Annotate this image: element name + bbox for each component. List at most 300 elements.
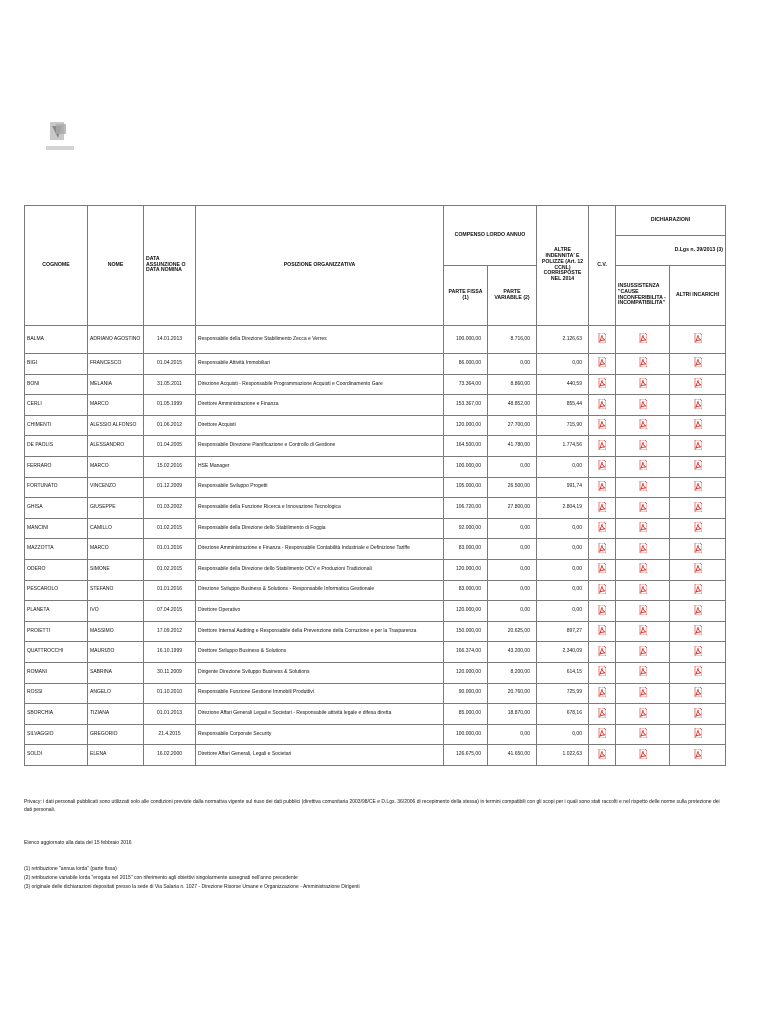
altri-incarichi-pdf-link[interactable] [670,642,726,663]
footnote-1: (1) retribuzione "annua lorda" (parte fissa) [24,866,117,872]
pdf-file-icon[interactable] [639,357,647,367]
cell-data: 01.12.2009 [144,477,196,498]
header-parte-fissa: PARTE FISSA (1) [444,266,488,326]
insussistenza-pdf-link[interactable] [616,704,670,725]
cell-altre: 991,74 [537,477,589,498]
table-row [25,354,726,375]
table-row [25,456,726,477]
cell-posizione: Responsabile Corporate Security [196,724,444,745]
cell-cognome: MAZZOTTA [25,539,88,560]
cell-nome: ALESSANDRO [88,436,144,457]
cell-nome: ADRIANO AGOSTINO [88,326,144,354]
cell-parte-fissa: 126.675,00 [444,745,488,766]
cell-data: 01.10.2010 [144,683,196,704]
cv-pdf-link[interactable] [589,580,616,601]
cell-parte-fissa: 100.000,00 [444,456,488,477]
cell-parte-fissa: 120.000,00 [444,662,488,683]
cell-posizione: Direzione Acquisti - Responsabile Programmazione Acquisti e Coordinamento Gare [196,374,444,395]
pdf-file-icon[interactable] [598,502,606,512]
cell-altre: 0,00 [537,601,589,622]
pdf-file-icon[interactable] [694,440,702,450]
pdf-file-icon[interactable] [598,543,606,553]
cell-parte-fissa: 83.000,00 [444,539,488,560]
pdf-file-icon[interactable] [639,543,647,553]
cell-parte-fissa: 106.720,00 [444,498,488,519]
altri-incarichi-pdf-link[interactable] [670,374,726,395]
pdf-file-icon[interactable] [598,563,606,573]
cv-pdf-link[interactable] [589,683,616,704]
cell-parte-fissa: 100.000,00 [444,326,488,354]
cell-nome: CAMILLO [88,518,144,539]
cell-parte-variabile: 0,00 [488,580,537,601]
cell-posizione: Direttore Sviluppo Business & Solutions [196,642,444,663]
pdf-file-icon[interactable] [694,543,702,553]
altri-incarichi-pdf-link[interactable] [670,456,726,477]
insussistenza-pdf-link[interactable] [616,456,670,477]
cell-altre: 1.774,56 [537,436,589,457]
cell-altre: 0,00 [537,580,589,601]
table-row [25,395,726,416]
pdf-file-icon[interactable] [639,333,647,343]
cell-altre: 0,00 [537,354,589,375]
pdf-file-icon[interactable] [694,728,702,738]
pdf-file-icon[interactable] [639,378,647,388]
insussistenza-pdf-link[interactable] [616,724,670,745]
pdf-file-icon[interactable] [598,708,606,718]
cell-nome: TIZIANA [88,704,144,725]
altri-incarichi-pdf-link[interactable] [670,704,726,725]
insussistenza-pdf-link[interactable] [616,498,670,519]
pdf-file-icon[interactable] [639,749,647,759]
cv-pdf-link[interactable] [589,436,616,457]
insussistenza-pdf-link[interactable] [616,326,670,354]
pdf-file-icon[interactable] [694,605,702,615]
pdf-file-icon[interactable] [639,419,647,429]
pdf-file-icon[interactable] [639,625,647,635]
cell-parte-fissa: 92.000,00 [444,518,488,539]
pdf-file-icon[interactable] [598,357,606,367]
insussistenza-pdf-link[interactable] [616,559,670,580]
header-posizione: POSIZIONE ORGANIZZATIVA [196,206,444,326]
cell-nome: GIUSEPPE [88,498,144,519]
cell-posizione: Responsabile Sviluppo Progetti [196,477,444,498]
pdf-file-icon[interactable] [694,419,702,429]
pdf-file-icon[interactable] [694,708,702,718]
cv-pdf-link[interactable] [589,326,616,354]
cell-cognome: SILVAGGIO [25,724,88,745]
altri-incarichi-pdf-link[interactable] [670,683,726,704]
pdf-file-icon[interactable] [598,481,606,491]
pdf-file-icon[interactable] [598,399,606,409]
pdf-file-icon[interactable] [598,584,606,594]
header-altri-incarichi: ALTRI INCARICHI [670,266,726,326]
cell-posizione: Responsabile della Direzione dello Stabilimento OCV e Produzioni Tradizionali [196,559,444,580]
cell-altre: 0,00 [537,518,589,539]
pdf-file-icon[interactable] [598,666,606,676]
pdf-file-icon[interactable] [694,584,702,594]
pdf-file-icon[interactable] [639,584,647,594]
pdf-file-icon[interactable] [694,563,702,573]
cv-pdf-link[interactable] [589,539,616,560]
cell-altre: 1.022,63 [537,745,589,766]
table-row [25,539,726,560]
pdf-file-icon[interactable] [598,646,606,656]
cell-nome: MARCO [88,395,144,416]
altri-incarichi-pdf-link[interactable] [670,395,726,416]
ipzs-logo [46,120,74,160]
cell-posizione: Responsabile Attività Immobiliari [196,354,444,375]
table-row [25,745,726,766]
cell-posizione: Direzione Amministrazione e Finanza - Responsabile Contabilità Industriale e Definizione Tariffe [196,539,444,560]
altri-incarichi-pdf-link[interactable] [670,601,726,622]
header-compenso: COMPENSO LORDO ANNUO [444,206,537,266]
pdf-file-icon[interactable] [694,378,702,388]
pdf-file-icon[interactable] [598,625,606,635]
insussistenza-pdf-link[interactable] [616,354,670,375]
cell-nome: GREGORIO [88,724,144,745]
cell-data: 30.11.2009 [144,662,196,683]
cell-posizione: Direttore Amministrazione e Finanza [196,395,444,416]
cell-posizione: Direttore Operativo [196,601,444,622]
pdf-file-icon[interactable] [694,333,702,343]
cell-posizione: HSE Manager [196,456,444,477]
altri-incarichi-pdf-link[interactable] [670,326,726,354]
pdf-file-icon[interactable] [694,687,702,697]
pdf-file-icon[interactable] [598,605,606,615]
altri-incarichi-pdf-link[interactable] [670,580,726,601]
pdf-file-icon[interactable] [694,481,702,491]
pdf-file-icon[interactable] [598,333,606,343]
cell-posizione: Direzione Affari Generali Legali e Societari - Responsabile attività legale e difesa diretta [196,704,444,725]
cell-parte-fissa: 105.000,00 [444,477,488,498]
cell-data: 16.10.1999 [144,642,196,663]
pdf-file-icon[interactable] [694,646,702,656]
pdf-file-icon[interactable] [694,502,702,512]
insussistenza-pdf-link[interactable] [616,374,670,395]
pdf-file-icon[interactable] [639,399,647,409]
cell-nome: IVO [88,601,144,622]
cell-data: 01.05.1999 [144,395,196,416]
cell-nome: MARCO [88,539,144,560]
altri-incarichi-pdf-link[interactable] [670,559,726,580]
header-dichiarazioni: DICHIARAZIONI [616,206,726,236]
insussistenza-pdf-link[interactable] [616,477,670,498]
cell-nome: SABRINA [88,662,144,683]
cell-nome: ELENA [88,745,144,766]
pdf-file-icon[interactable] [694,625,702,635]
cell-altre: 715,90 [537,415,589,436]
cell-data: 01.02.2015 [144,559,196,580]
cell-altre: 614,15 [537,662,589,683]
cell-data: 01.03.2002 [144,498,196,519]
cell-parte-fissa: 73.364,00 [444,374,488,395]
table-row [25,601,726,622]
altri-incarichi-pdf-link[interactable] [670,662,726,683]
cell-altre: 0,00 [537,724,589,745]
cell-parte-variabile: 0,00 [488,601,537,622]
table-row [25,498,726,519]
cell-cognome: SOLDI [25,745,88,766]
pdf-file-icon[interactable] [639,728,647,738]
cell-nome: ALESSIO ALFONSO [88,415,144,436]
cell-parte-variabile: 27.800,00 [488,498,537,519]
cv-pdf-link[interactable] [589,704,616,725]
insussistenza-pdf-link[interactable] [616,601,670,622]
altri-incarichi-pdf-link[interactable] [670,498,726,519]
cell-cognome: QUATTROCCHI [25,642,88,663]
pdf-file-icon[interactable] [639,460,647,470]
header-data: DATA ASSUNZIONE O DATA NOMINA [144,206,196,326]
cell-parte-variabile: 8.860,00 [488,374,537,395]
cell-parte-variabile: 0,00 [488,559,537,580]
cell-nome: MARCO [88,456,144,477]
table-row [25,642,726,663]
header-dlgs: D.Lgs n. 39/2013 (3) [616,236,726,266]
insussistenza-pdf-link[interactable] [616,415,670,436]
cell-parte-variabile: 41.780,00 [488,436,537,457]
cell-parte-variabile: 8.716,00 [488,326,537,354]
table-row [25,374,726,395]
cell-data: 01.06.2012 [144,415,196,436]
pdf-file-icon[interactable] [639,605,647,615]
cell-altre: 725,99 [537,683,589,704]
footnote-2: (2) retribuzione variabile lorda "erogata nel 2015" con riferimento agli obiettivi singolarmente assegnati nell'anno precedente [24,875,298,881]
insussistenza-pdf-link[interactable] [616,395,670,416]
pdf-file-icon[interactable] [598,522,606,532]
insussistenza-pdf-link[interactable] [616,580,670,601]
pdf-file-icon[interactable] [598,687,606,697]
cell-parte-fissa: 153.367,00 [444,395,488,416]
cell-nome: MAURIZIO [88,642,144,663]
cv-pdf-link[interactable] [589,621,616,642]
pdf-file-icon[interactable] [598,728,606,738]
cell-posizione: Direttore Affari Generali, Legali e Societari [196,745,444,766]
pdf-file-icon[interactable] [639,666,647,676]
insussistenza-pdf-link[interactable] [616,518,670,539]
cell-posizione: Responsabile della Funzione Ricerca e Innovazione Tecnologica [196,498,444,519]
cell-cognome: ROMANI [25,662,88,683]
cv-pdf-link[interactable] [589,395,616,416]
cell-cognome: BIGI [25,354,88,375]
cell-parte-fissa: 86.000,00 [444,354,488,375]
altri-incarichi-pdf-link[interactable] [670,477,726,498]
cell-cognome: PLANETA [25,601,88,622]
cell-parte-variabile: 41.650,00 [488,745,537,766]
cell-altre: 0,00 [537,559,589,580]
pdf-file-icon[interactable] [694,460,702,470]
cell-cognome: SBORCHIA [25,704,88,725]
table-row [25,580,726,601]
cv-pdf-link[interactable] [589,601,616,622]
cell-nome: VINCENZO [88,477,144,498]
pdf-file-icon[interactable] [639,481,647,491]
pdf-file-icon[interactable] [598,419,606,429]
pdf-file-icon[interactable] [639,708,647,718]
cv-pdf-link[interactable] [589,415,616,436]
cell-nome: FRANCESCO [88,354,144,375]
altri-incarichi-pdf-link[interactable] [670,354,726,375]
pdf-file-icon[interactable] [598,749,606,759]
cv-pdf-link[interactable] [589,374,616,395]
cell-data: 01.01.2016 [144,539,196,560]
insussistenza-pdf-link[interactable] [616,683,670,704]
insussistenza-pdf-link[interactable] [616,662,670,683]
table-row [25,621,726,642]
cell-nome: STEFANO [88,580,144,601]
cv-pdf-link[interactable] [589,354,616,375]
pdf-file-icon[interactable] [639,502,647,512]
cell-cognome: PROIETTI [25,621,88,642]
cell-altre: 0,00 [537,539,589,560]
pdf-file-icon[interactable] [639,563,647,573]
cell-data: 17.09.2012 [144,621,196,642]
cell-posizione: Responsabile Funzione Gestione Immobili Produttivi [196,683,444,704]
cv-pdf-link[interactable] [589,456,616,477]
cell-data: 01.04.2005 [144,436,196,457]
table-row [25,518,726,539]
cell-parte-variabile: 20.760,00 [488,683,537,704]
updated-note: Elenco aggiornato alla data del 15 febbraio 2016 [24,840,132,846]
cell-data: 01.01.2016 [144,580,196,601]
cell-altre: 678,16 [537,704,589,725]
cell-parte-variabile: 0,00 [488,518,537,539]
altri-incarichi-pdf-link[interactable] [670,518,726,539]
pdf-file-icon[interactable] [639,522,647,532]
cell-cognome: CERLI [25,395,88,416]
table-row [25,662,726,683]
table-row [25,326,726,354]
cell-data: 01.02.2015 [144,518,196,539]
cell-parte-variabile: 43.200,00 [488,642,537,663]
cell-altre: 2.126,63 [537,326,589,354]
altri-incarichi-pdf-link[interactable] [670,436,726,457]
pdf-file-icon[interactable] [694,522,702,532]
cell-parte-variabile: 18.870,00 [488,704,537,725]
header-parte-variabile: PARTE VARIABILE (2) [488,266,537,326]
cell-data: 01.01.2013 [144,704,196,725]
table-row [25,436,726,457]
table-row [25,704,726,725]
altri-incarichi-pdf-link[interactable] [670,621,726,642]
pdf-file-icon[interactable] [694,399,702,409]
cell-data: 07.04.2015 [144,601,196,622]
cell-parte-fissa: 120.000,00 [444,415,488,436]
altri-incarichi-pdf-link[interactable] [670,724,726,745]
cell-data: 15.02.2016 [144,456,196,477]
pdf-file-icon[interactable] [598,440,606,450]
cell-altre: 2.340,09 [537,642,589,663]
cell-parte-variabile: 0,00 [488,456,537,477]
cv-pdf-link[interactable] [589,477,616,498]
cell-posizione: Direttore Acquisti [196,415,444,436]
cell-posizione: Direzione Sviluppo Business & Solutions - Responsabile Informatica Gestionale [196,580,444,601]
cell-parte-fissa: 150.000,00 [444,621,488,642]
cell-altre: 440,59 [537,374,589,395]
table-row [25,477,726,498]
cell-cognome: BONI [25,374,88,395]
altri-incarichi-pdf-link[interactable] [670,539,726,560]
cell-parte-fissa: 83.000,00 [444,580,488,601]
header-insussistenza: INSUSSISTENZA "CAUSE INCONFERIBILITA - INCOMPATIBILITA" [616,266,670,326]
header-cv: C.V. [589,206,616,326]
insussistenza-pdf-link[interactable] [616,745,670,766]
cell-parte-variabile: 8.200,00 [488,662,537,683]
cell-cognome: ROSSI [25,683,88,704]
cell-altre: 2.804,19 [537,498,589,519]
table-row [25,415,726,436]
cell-altre: 855,44 [537,395,589,416]
cv-pdf-link[interactable] [589,662,616,683]
cv-pdf-link[interactable] [589,498,616,519]
pdf-file-icon[interactable] [598,378,606,388]
cell-nome: ANGELO [88,683,144,704]
pdf-file-icon[interactable] [639,687,647,697]
cell-parte-fissa: 90.000,00 [444,683,488,704]
managers-table [24,205,726,766]
pdf-file-icon[interactable] [639,646,647,656]
pdf-file-icon[interactable] [639,440,647,450]
cell-altre: 0,00 [537,456,589,477]
cell-cognome: FERRARO [25,456,88,477]
insussistenza-pdf-link[interactable] [616,621,670,642]
cell-cognome: ODERO [25,559,88,580]
cv-pdf-link[interactable] [589,518,616,539]
cell-parte-fissa: 100.000,00 [444,724,488,745]
header-cognome: COGNOME [25,206,88,326]
cv-pdf-link[interactable] [589,724,616,745]
footnote-3: (3) originale delle dichiarazioni depositati presso la sede di Via Salaria n. 1027 - Direzione Risorse Umane e Organizzazione - Amministrazione Dirigenti [24,884,360,890]
cell-parte-fissa: 166.374,00 [444,642,488,663]
cell-parte-variabile: 0,00 [488,724,537,745]
table-row [25,683,726,704]
insussistenza-pdf-link[interactable] [616,642,670,663]
cell-parte-variabile: 20.625,00 [488,621,537,642]
table-body [25,326,726,766]
cell-nome: SIMONE [88,559,144,580]
cv-pdf-link[interactable] [589,642,616,663]
cell-cognome: DE PAOLIS [25,436,88,457]
cv-pdf-link[interactable] [589,559,616,580]
insussistenza-pdf-link[interactable] [616,436,670,457]
cell-parte-fissa: 120.000,00 [444,601,488,622]
cell-cognome: PESCAROLO [25,580,88,601]
insussistenza-pdf-link[interactable] [616,539,670,560]
cell-data: 31.05.2011 [144,374,196,395]
pdf-file-icon[interactable] [694,666,702,676]
altri-incarichi-pdf-link[interactable] [670,745,726,766]
pdf-file-icon[interactable] [598,460,606,470]
cell-posizione: Direttore Internal Auditing e Responsabile della Prevenzione della Corruzione e per la Trasparenza [196,621,444,642]
cell-cognome: MANCINI [25,518,88,539]
cell-parte-variabile: 0,00 [488,354,537,375]
altri-incarichi-pdf-link[interactable] [670,415,726,436]
cell-data: 14.01.2013 [144,326,196,354]
table-row [25,724,726,745]
cell-posizione: Responsabile Direzione Pianificazione e Controllo di Gestione [196,436,444,457]
cell-nome: MELANIA [88,374,144,395]
cell-data: 01.04.2015 [144,354,196,375]
cell-parte-variabile: 0,00 [488,539,537,560]
cell-nome: MASSIMO [88,621,144,642]
header-nome: NOME [88,206,144,326]
cell-parte-variabile: 26.500,00 [488,477,537,498]
pdf-file-icon[interactable] [694,749,702,759]
pdf-file-icon[interactable] [694,357,702,367]
cell-parte-fissa: 120.000,00 [444,559,488,580]
cv-pdf-link[interactable] [589,745,616,766]
cell-posizione: Dirigente Direzione Sviluppo Business & Solutions [196,662,444,683]
cell-cognome: CHIMENTI [25,415,88,436]
